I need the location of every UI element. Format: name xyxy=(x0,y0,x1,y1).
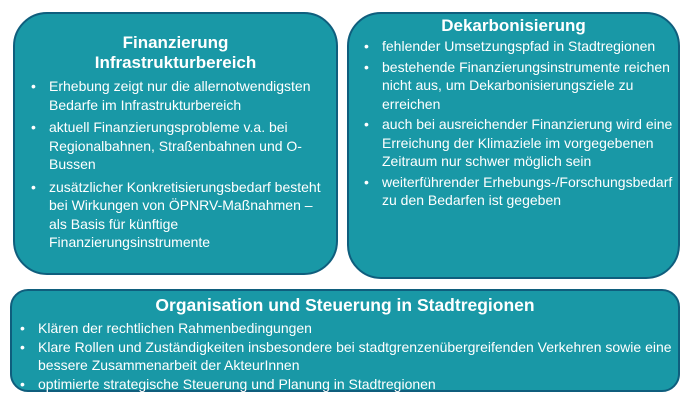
dekarbonisierung-title: Dekarbonisierung xyxy=(441,16,586,35)
organisation-bullet: • optimierte strategische Steuerung und Planung in Stadtregionen xyxy=(18,375,678,393)
finanzierung-bullet: • zusätzlicher Konkretisierungsbedarf besteht bei Wirkungen von ÖPNRV-Maßnahmen – als Basis für künftige Finanzierungsinstrumente xyxy=(29,178,329,252)
organisation-title: Organisation und Steuerung in Stadtregionen xyxy=(155,295,535,315)
finanzierung-title xyxy=(15,33,336,73)
finanzierung-title-line1: Finanzierung xyxy=(122,33,229,52)
finanzierung-bullet: • Erhebung zeigt nur die allernotwendigsten Bedarfe im Infrastrukturbereich xyxy=(29,77,329,114)
dekarbonisierung-box xyxy=(347,12,680,279)
organisation-box xyxy=(10,289,680,392)
finanzierung-box xyxy=(13,12,338,275)
organisation-bullet: • Klären der rechtlichen Rahmenbedingungen xyxy=(18,319,678,337)
organisation-bullet: • Klare Rollen und Zuständigkeiten insbesondere bei stadtgrenzenübergreifenden Verkehren sowie eine bessere Zusammenarbeit der AkteurInnen xyxy=(18,338,678,374)
finanzierung-bullet: • aktuell Finanzierungsprobleme v.a. bei Regionalbahnen, Straßenbahnen und O-Bussen xyxy=(29,118,329,174)
dekarbonisierung-bullet: • auch bei ausreichender Finanzierung wird eine Erreichung der Klimaziele im vorgegebenen Zeitraum nur schwer möglich sein xyxy=(362,115,674,171)
dekarbonisierung-bullet: • weiterführender Erhebungs-/Forschungsbedarf zu den Bedarfen ist gegeben xyxy=(362,173,674,210)
dekarbonisierung-bullet: • bestehende Finanzierungsinstrumente reichen nicht aus, um Dekarbonisierungsziele zu erreichen xyxy=(362,58,674,114)
finanzierung-title-line2: Infrastrukturbereich xyxy=(94,53,257,72)
finanzierung-bullet-list xyxy=(29,77,329,256)
organisation-bullet-list xyxy=(18,319,678,394)
dekarbonisierung-bullet-list xyxy=(362,37,674,212)
dekarbonisierung-bullet: • fehlender Umsetzungspfad in Stadtregionen xyxy=(362,37,674,56)
